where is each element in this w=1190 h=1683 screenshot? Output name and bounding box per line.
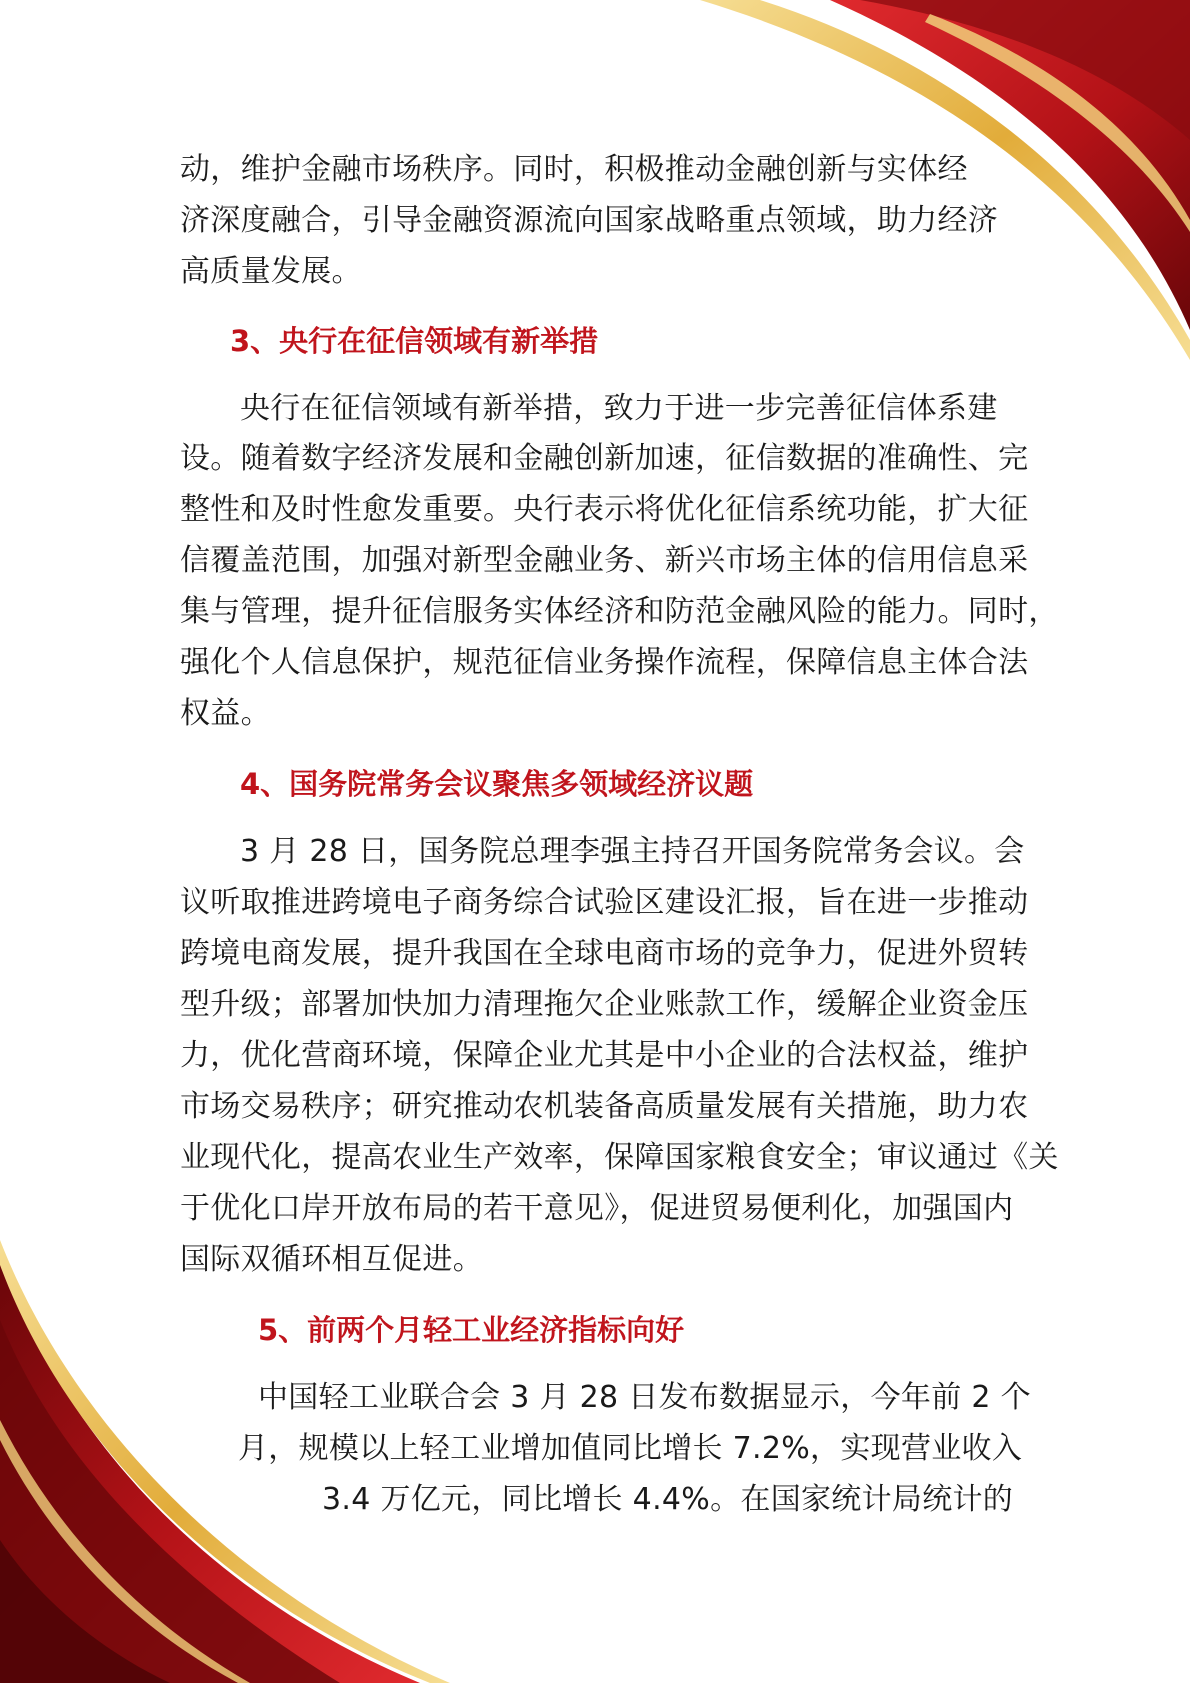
section-4-line-3: 跨境电商发展，提升我国在全球电商市场的竞争力，促进外贸转 xyxy=(180,936,1029,971)
section-3-line-4: 信覆盖范围，加强对新型金融业务、新兴市场主体的信用信息采 xyxy=(180,543,1029,578)
section-4-line-4: 型升级；部署加快加力清理拖欠企业账款工作，缓解企业资金压 xyxy=(180,987,1029,1022)
section-3-line-7: 权益。 xyxy=(180,696,271,731)
section-5-line-2: 月，规模以上轻工业增加值同比增长 7.2%，实现营业收入 xyxy=(238,1431,1023,1466)
section-3-line-5: 集与管理，提升征信服务实体经济和防范金融风险的能力。同时， xyxy=(180,594,1059,629)
section-5-line-3: 3.4 万亿元，同比增长 4.4%。在国家统计局统计的 xyxy=(322,1482,1014,1517)
section-3-line-2: 设。随着数字经济发展和金融创新加速，征信数据的准确性、完 xyxy=(180,441,1029,476)
section-3-line-6: 强化个人信息保护，规范征信业务操作流程，保障信息主体合法 xyxy=(180,645,1029,680)
section-3-heading: 3、央行在征信领域有新举措 xyxy=(230,324,599,358)
section-4-line-1: 3 月 28 日，国务院总理李强主持召开国务院常务会议。会 xyxy=(240,834,1025,869)
section-4-heading: 4、国务院常务会议聚焦多领域经济议题 xyxy=(240,767,754,801)
section-3-line-1: 央行在征信领域有新举措，致力于进一步完善征信体系建 xyxy=(240,391,998,426)
section-4-line-6: 市场交易秩序；研究推动农机装备高质量发展有关措施，助力农 xyxy=(180,1089,1029,1124)
section-5-line-1: 中国轻工业联合会 3 月 28 日发布数据显示，今年前 2 个 xyxy=(258,1380,1031,1415)
section-4-line-5: 力，优化营商环境，保障企业尤其是中小企业的合法权益，维护 xyxy=(180,1038,1029,1073)
intro-line-2: 济深度融合，引导金融资源流向国家战略重点领域，助力经济 xyxy=(180,203,999,238)
intro-line-1: 动，维护金融市场秩序。同时，积极推动金融创新与实体经 xyxy=(180,152,968,187)
section-4-line-8: 于优化口岸开放布局的若干意见》，促进贸易便利化，加强国内 xyxy=(180,1191,1014,1226)
section-3-line-3: 整性和及时性愈发重要。央行表示将优化征信系统功能，扩大征 xyxy=(180,492,1029,527)
section-4-line-9: 国际双循环相互促进。 xyxy=(180,1242,483,1277)
section-4-line-2: 议听取推进跨境电子商务综合试验区建设汇报，旨在进一步推动 xyxy=(180,885,1029,920)
section-5-heading: 5、前两个月轻工业经济指标向好 xyxy=(258,1313,685,1347)
section-4-line-7: 业现代化，提高农业生产效率，保障国家粮食安全；审议通过《关 xyxy=(180,1140,1059,1175)
intro-line-3: 高质量发展。 xyxy=(180,254,362,289)
